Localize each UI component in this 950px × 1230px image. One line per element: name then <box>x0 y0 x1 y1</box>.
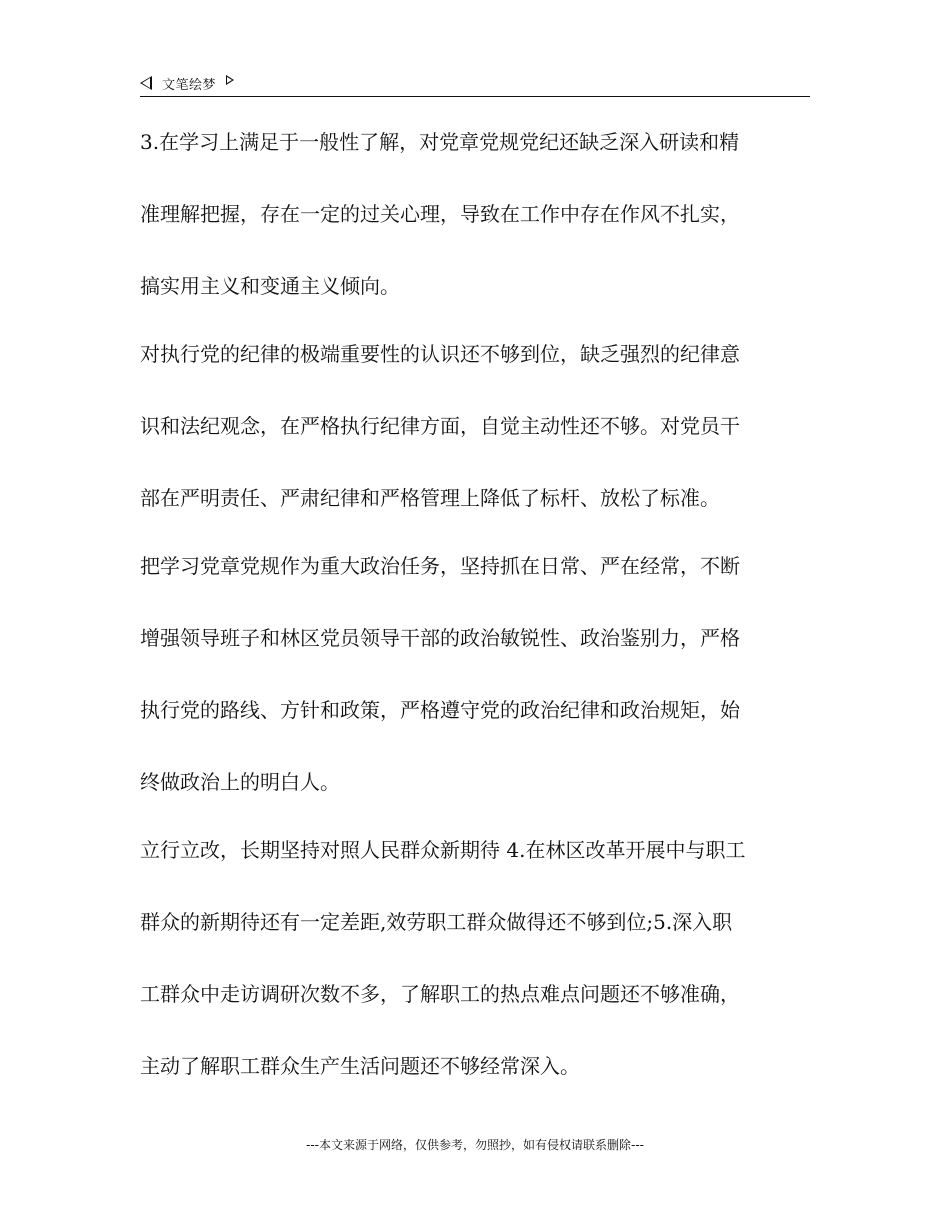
text-line: 群众的新期待还有一定差距,效劳职工群众做得还不够到位;5.深入职 <box>140 910 733 934</box>
paragraph-3 <box>140 530 810 818</box>
paragraph-1 <box>140 106 810 322</box>
text-line: 搞实用主义和变通主义倾向。 <box>140 274 400 298</box>
text-line: 工群众中走访调研次数不多，了解职工的热点难点问题还不够准确， <box>140 982 740 1006</box>
paragraph-4 <box>140 814 810 1102</box>
header-brand: 文笔绘梦 <box>162 77 217 93</box>
triangle-left-icon <box>140 76 152 90</box>
text-line: 部在严明责任、严肃纪律和严格管理上降低了标杆、放松了标准。 <box>140 486 720 510</box>
text-line: 终做政治上的明白人。 <box>140 770 340 794</box>
footer-notice: ---本文来源于网络，仅供参考，勿照抄，如有侵权请联系删除--- <box>306 1138 644 1152</box>
text-line: 主动了解职工群众生产生活问题还不够经常深入。 <box>140 1054 580 1078</box>
triangle-right-icon <box>226 75 234 85</box>
text-line: 把学习党章党规作为重大政治任务，坚持抓在日常、严在经常，不断 <box>140 554 740 578</box>
document-body <box>140 106 810 1098</box>
page-header <box>140 70 810 97</box>
text-line: 准理解把握，存在一定的过关心理，导致在工作中存在作风不扎实， <box>140 202 740 226</box>
text-line: 识和法纪观念，在严格执行纪律方面，自觉主动性还不够。对党员干 <box>140 414 740 438</box>
text-line: 3.在学习上满足于一般性了解，对党章党规党纪还缺乏深入研读和精 <box>140 130 740 154</box>
paragraph-2 <box>140 318 810 534</box>
text-line: 执行党的路线、方针和政策，严格遵守党的政治纪律和政治规矩，始 <box>140 698 740 722</box>
text-line: 增强领导班子和林区党员领导干部的政治敏锐性、政治鉴别力，严格 <box>140 626 740 650</box>
text-line: 立行立改，长期坚持对照人民群众新期待 4.在林区改革开展中与职工 <box>140 838 746 862</box>
text-line: 对执行党的纪律的极端重要性的认识还不够到位，缺乏强烈的纪律意 <box>140 342 740 366</box>
